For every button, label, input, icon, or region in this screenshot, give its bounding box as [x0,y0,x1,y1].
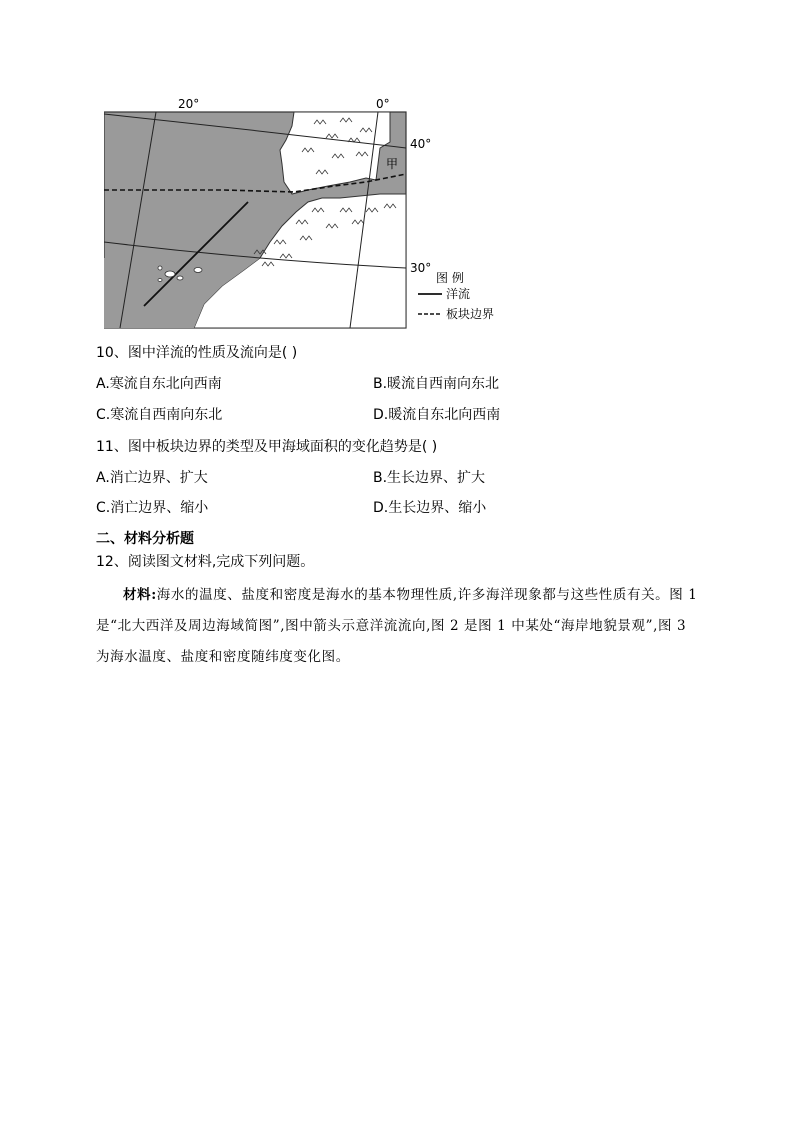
label-lat-40: 40° [410,137,432,151]
q11-option-d[interactable]: D.生长边界、缩小 [373,500,487,516]
legend-current-label: 洋流 [446,287,471,301]
q10-option-a[interactable]: A.寒流自东北向西南 [96,376,222,392]
q12-material [96,580,700,673]
q10-option-d[interactable]: D.暖流自东北向西南 [373,407,501,423]
island [158,266,162,270]
island [177,276,183,280]
map-svg [104,94,504,330]
q11-stem: 11、图中板块边界的类型及甲海域面积的变化趋势是( ) [96,439,438,455]
island [194,268,202,273]
island [158,279,162,282]
label-area-jia: 甲 [386,157,399,171]
material-text: 海水的温度、盐度和密度是海水的基本物理性质,许多海洋现象都与这些性质有关。图 1 是“北大西洋及周边海域简图”,图中箭头示意洋流流向,图 2 是图 1 中某处“海岸地貌景观”,图 3 为海水温度、盐度和密度随纬度变化图。 [96,587,698,665]
label-lon-0: 0° [376,97,390,111]
map-figure [104,94,504,330]
label-lat-30: 30° [410,261,432,275]
q10-stem: 10、图中洋流的性质及流向是( ) [96,345,298,361]
q10-option-c[interactable]: C.寒流自西南向东北 [96,407,223,423]
q10-option-b[interactable]: B.暖流自西南向东北 [373,376,500,392]
q11-option-c[interactable]: C.消亡边界、缩小 [96,500,209,516]
section-title: 二、材料分析题 [96,531,194,547]
q12-stem: 12、阅读图文材料,完成下列问题。 [96,554,315,570]
q11-option-a[interactable]: A.消亡边界、扩大 [96,470,208,486]
legend-boundary-label: 板块边界 [446,307,495,321]
material-label: 材料: [123,587,157,603]
label-lon-20: 20° [178,97,200,111]
legend-title: 图 例 [436,271,464,285]
island [165,271,175,277]
q11-option-b[interactable]: B.生长边界、扩大 [373,470,486,486]
